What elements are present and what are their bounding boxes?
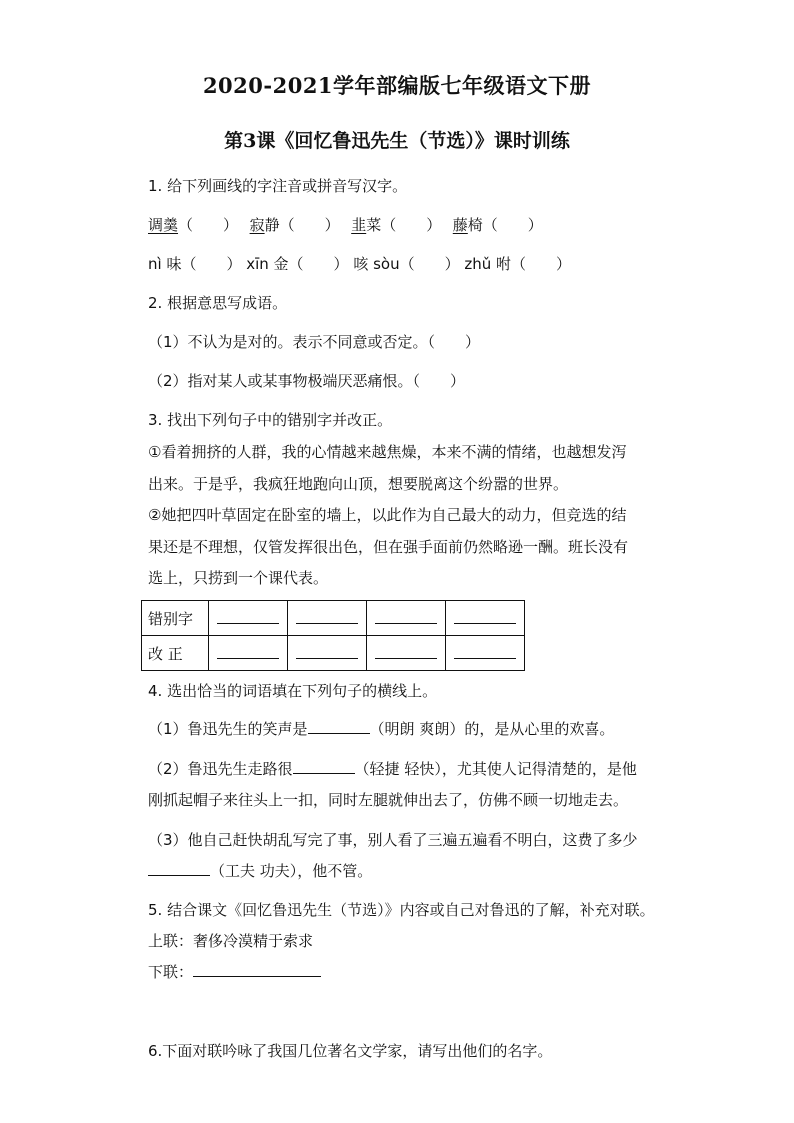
q1-pinyin-4: zhǔ 咐（ ） — [464, 255, 572, 273]
q4-sentence-3: （3）他自己赶快胡乱写完了事，别人看了三遍五遍看不明白，这费了多少 — [148, 831, 638, 849]
q3-line-2: 出来。于是乎，我疯狂地跑向山顶，想要脱离这个纷嚣的世界。 — [148, 475, 569, 493]
q1-pinyin-2: xīn 金（ ） — [246, 255, 349, 273]
q1-pinyin-3: 咳 sòu（ ） — [353, 255, 460, 273]
q3-line-3: ②她把四叶草固定在卧室的墙上，以此作为自己最大的动力，但竞选的结 — [148, 506, 627, 524]
q4-prompt: 4. 选出恰当的词语填在下列句子的横线上。 — [148, 682, 438, 700]
answer-blank[interactable] — [209, 601, 288, 636]
q3-prompt: 3. 找出下列句子中的错别字并改正。 — [148, 411, 393, 429]
q6-prompt: 6.下面对联吟咏了我国几位著名文学家，请写出他们的名字。 — [148, 1042, 553, 1060]
table-row — [142, 636, 525, 671]
q3-line-5: 选上，只捞到一个课代表。 — [148, 569, 329, 587]
answer-blank[interactable] — [209, 636, 288, 671]
answer-blank[interactable] — [446, 601, 525, 636]
q2-prompt: 2. 根据意思写成语。 — [148, 294, 288, 312]
answer-blank[interactable] — [367, 601, 446, 636]
page-subtitle: 第3课《回忆鲁迅先生（节选）》课时训练 — [224, 130, 570, 152]
q1-row2 — [148, 254, 571, 274]
q4-sentence-2-cont: 刚抓起帽子来往头上一扣，同时左腿就伸出去了，仿佛不顾一切地走去。 — [148, 791, 629, 809]
q1-item-3: 韭菜（ ） — [351, 216, 442, 234]
q4-sentence-2: （2）鲁迅先生走路很 （轻捷 轻快），尤其使人记得清楚的，是他 — [148, 760, 637, 778]
q1-prompt: 1. 给下列画线的字注音或拼音写汉字。 — [148, 177, 408, 195]
answer-blank[interactable] — [288, 636, 367, 671]
q1-item-1: 调羹（ ） — [148, 216, 239, 234]
q3-line-1: ①看着拥挤的人群，我的心情越来越焦燥，本来不满的情绪，也越想发泻 — [148, 443, 627, 461]
q1-item-2: 寂静（ ） — [249, 216, 340, 234]
fill-blank[interactable] — [293, 759, 355, 774]
q2-item-2: （2）指对某人或某事物极端厌恶痛恨。（ ） — [148, 372, 466, 390]
q3-line-4: 果还是不理想，仅管发挥很出色，但在强手面前仍然略逊一酬。班长没有 — [148, 538, 629, 556]
fill-blank[interactable] — [148, 861, 210, 876]
q2-item-1: （1）不认为是对的。表示不同意或否定。（ ） — [148, 333, 481, 351]
q1-row1 — [148, 215, 543, 235]
q4-sentence-3-cont: （工夫 功夫），他不管。 — [148, 861, 372, 881]
row-header-correct: 改 正 — [142, 636, 209, 671]
answer-blank[interactable] — [446, 636, 525, 671]
fill-blank[interactable] — [308, 719, 370, 734]
q5-prompt: 5. 结合课文《回忆鲁迅先生（节选）》内容或自己对鲁迅的了解，补充对联。 — [148, 901, 655, 919]
answer-blank[interactable] — [288, 601, 367, 636]
q1-item-4: 藤椅（ ） — [452, 216, 543, 234]
q4-sentence-1: （1）鲁迅先生的笑声是 （明朗 爽朗）的，是从心里的欢喜。 — [148, 720, 615, 738]
q5-upper: 上联：奢侈冷漠精于索求 — [148, 932, 314, 950]
answer-blank[interactable] — [367, 636, 446, 671]
couplet-blank[interactable] — [193, 962, 321, 977]
page-title: 2020-2021学年部编版七年级语文下册 — [202, 73, 592, 98]
q5-lower: 下联： — [148, 962, 321, 982]
table-row — [142, 601, 525, 636]
row-header-wrong: 错别字 — [142, 601, 209, 636]
correction-table — [141, 600, 525, 671]
q1-pinyin-1: nì 味（ ） — [148, 255, 242, 273]
